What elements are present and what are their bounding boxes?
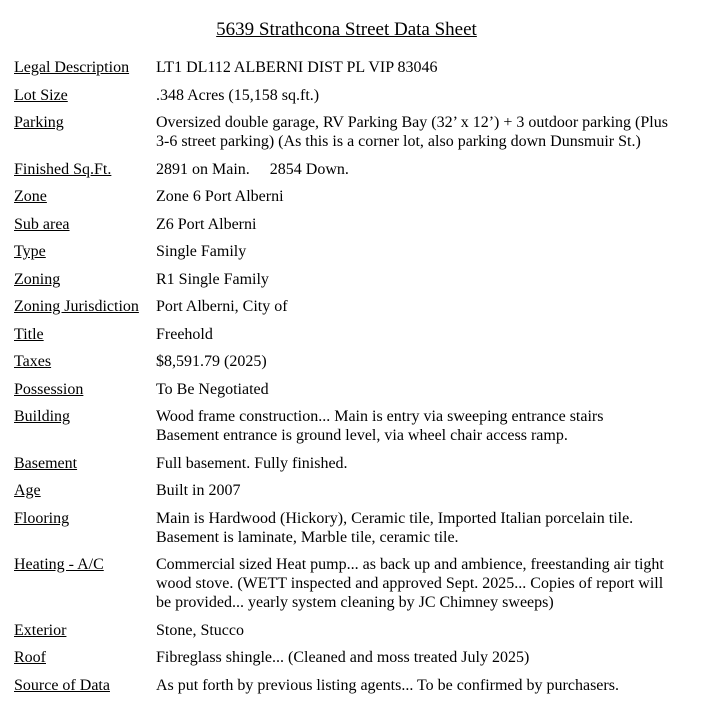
row-label: Basement (14, 454, 78, 472)
row-label: Legal Description (14, 59, 130, 76)
row-label: Taxes (14, 353, 52, 370)
row-label: Flooring (14, 509, 70, 527)
row-exterior (14, 621, 684, 640)
row-value: 2891 on Main. 2854 Down. (156, 160, 349, 178)
row-value: As put forth by previous listing agents... To be confirmed by purchasers. (156, 676, 619, 694)
row-basement (14, 454, 684, 473)
row-roof (14, 648, 684, 667)
row-taxes (14, 352, 684, 371)
row-label: Finished Sq.Ft. (14, 160, 112, 178)
row-legal-description (14, 58, 684, 77)
row-label: Lot Size (14, 86, 68, 104)
row-value: Stone, Stucco (156, 621, 244, 639)
row-value: Fibreglass shingle... (Cleaned and moss treated July 2025) (156, 649, 530, 666)
row-label: Roof (14, 649, 46, 666)
row-value: LT1 DL112 ALBERNI DIST PL VIP 83046 (156, 59, 438, 76)
row-building (14, 407, 684, 445)
row-flooring (14, 509, 684, 547)
row-label: Source of Data (14, 676, 110, 694)
row-label: Zone (14, 188, 47, 205)
row-value: Z6 Port Alberni (156, 215, 257, 233)
page-title: 5639 Strathcona Street Data Sheet (216, 19, 477, 40)
row-age (14, 481, 684, 500)
row-finished-sqft (14, 160, 684, 179)
row-source-of-data (14, 676, 684, 695)
row-value: Main is Hardwood (Hickory), Ceramic tile, Imported Italian porcelain tile. Basement is laminate, Marble tile, ceramic tile. (156, 509, 634, 546)
row-label: Building (14, 408, 71, 425)
row-type (14, 242, 684, 261)
row-label: Age (14, 482, 41, 499)
row-label: Zoning Jurisdiction (14, 298, 139, 315)
row-label: Parking (14, 114, 64, 131)
row-value: To Be Negotiated (156, 380, 269, 398)
row-value: Built in 2007 (156, 482, 241, 499)
row-possession (14, 380, 684, 399)
row-value: R1 Single Family (156, 270, 269, 288)
row-value: Single Family (156, 243, 247, 260)
row-value: $8,591.79 (2025) (156, 353, 267, 370)
row-value: Commercial sized Heat pump... as back up and ambience, freestanding air tight wood stove. (WETT inspected and approved Sept. 2025... Copies of report will be provided... yearly system cleaning by JC Chimney sweeps) (156, 556, 664, 611)
row-label: Heating - A/C (14, 556, 104, 573)
row-zoning-jurisdiction (14, 297, 684, 316)
row-label: Exterior (14, 621, 67, 639)
row-sub-area (14, 215, 684, 234)
row-lot-size (14, 86, 684, 105)
row-heating-ac (14, 555, 684, 612)
row-label: Title (14, 325, 44, 343)
row-parking (14, 113, 684, 151)
row-title (14, 325, 684, 344)
row-value: Freehold (156, 325, 213, 343)
row-label: Zoning (14, 270, 61, 288)
row-label: Type (14, 243, 46, 260)
row-value: Full basement. Fully finished. (156, 454, 348, 472)
data-sheet (14, 58, 684, 703)
row-zoning (14, 270, 684, 289)
row-zone (14, 187, 684, 206)
row-label: Possession (14, 380, 84, 398)
row-value: Wood frame construction... Main is entry via sweeping entrance stairs Basement entrance is ground level, via wheel chair access ramp. (156, 408, 604, 444)
row-value: .348 Acres (15,158 sq.ft.) (156, 86, 320, 104)
row-value: Port Alberni, City of (156, 298, 288, 315)
row-value: Oversized double garage, RV Parking Bay (32’ x 12’) + 3 outdoor parking (Plus 3-6 street parking) (As this is a corner lot, also parking down Dunsmuir St.) (156, 114, 668, 150)
row-label: Sub area (14, 215, 70, 233)
row-value: Zone 6 Port Alberni (156, 188, 284, 205)
